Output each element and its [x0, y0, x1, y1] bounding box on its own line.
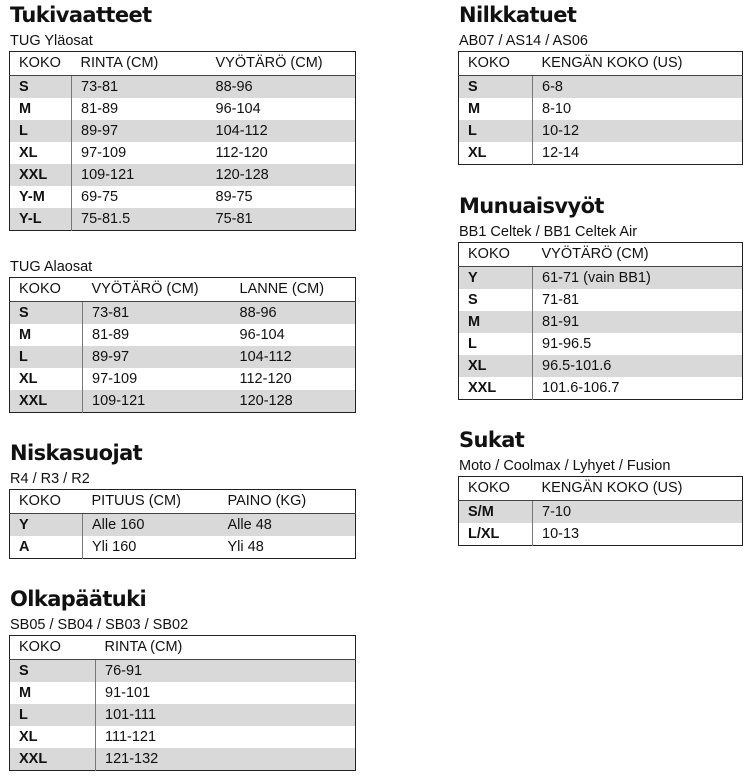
table-row: [10, 120, 356, 142]
measurement-value: 97-109: [81, 145, 127, 161]
header-row: [10, 278, 356, 302]
size-label: L: [10, 704, 96, 726]
column-header-koko: KOKO: [10, 52, 72, 76]
measurement-value: 89-97: [72, 120, 207, 142]
size-label: XL: [10, 142, 72, 164]
size-table-olkapaatuki: [9, 635, 356, 771]
measurement-value: 75-81.5: [72, 208, 207, 231]
table-subtitle: R4 / R3 / R2: [10, 471, 90, 487]
column-header-koko: KOKO: [459, 477, 533, 501]
size-label: S: [10, 302, 83, 325]
measurement-value: 7-10: [533, 501, 743, 524]
section-nilkkatuet: [458, 3, 743, 165]
measurement-value: Yli 160: [92, 539, 137, 555]
table-row: [10, 186, 356, 208]
header-row: [10, 490, 356, 514]
size-label: XXL: [10, 748, 96, 771]
size-label: L: [10, 346, 83, 368]
table-row: [459, 333, 743, 355]
table-row: [10, 324, 356, 346]
measurement-value: 96.5-101.6: [533, 355, 743, 377]
table-row: [459, 76, 743, 99]
measurement-value: 69-75: [81, 189, 119, 205]
size-label: XXL: [459, 377, 533, 400]
table-row: [10, 302, 356, 325]
table-row: [459, 501, 743, 524]
table-row: [459, 289, 743, 311]
measurement-value: Yli 48: [227, 539, 264, 555]
section-olkapaatuki: [9, 587, 356, 771]
measurement-value: 104-112: [231, 346, 356, 368]
measurement-value: Alle 48: [219, 514, 356, 537]
size-table-nilkkatuet: [458, 51, 743, 165]
size-label: M: [10, 324, 83, 346]
size-label: XL: [459, 142, 533, 165]
measurement-value: 112-120: [215, 145, 268, 161]
table-row: [10, 704, 356, 726]
size-label: XXL: [10, 390, 83, 413]
size-label: M: [459, 311, 533, 333]
size-label: XXL: [10, 164, 72, 186]
size-label: S: [10, 660, 96, 683]
header-row: [10, 52, 356, 76]
section-tukivaatteet: [10, 3, 152, 27]
measurement-value: 81-89: [81, 101, 119, 117]
table-row: [459, 523, 743, 546]
measurement-value: 73-81: [72, 76, 207, 99]
size-table-munuaisvyot: [458, 242, 743, 400]
table-row: [459, 142, 743, 165]
size-label: S/M: [459, 501, 533, 524]
table-row: [10, 368, 356, 390]
section-title: Olkapäätuki: [10, 587, 147, 611]
column-header: RINTA (CM): [72, 52, 207, 76]
table-row: [459, 311, 743, 333]
measurement-value: 109-121: [83, 390, 231, 413]
size-label: XL: [459, 355, 533, 377]
size-table-sukat: [458, 476, 743, 546]
header-row: [459, 477, 743, 501]
column-header: KENGÄN KOKO (US): [533, 477, 743, 501]
column-header-koko: KOKO: [10, 636, 96, 660]
section-title: Munuaisvyöt: [459, 194, 604, 218]
table-subtitle: TUG Yläosat: [10, 33, 93, 49]
measurement-value: 8-10: [542, 101, 572, 117]
column-header: LANNE (CM): [231, 278, 356, 302]
table-row: [10, 660, 356, 683]
column-header-koko: KOKO: [459, 243, 533, 267]
size-label: XL: [10, 368, 83, 390]
measurement-value: 96-104: [215, 101, 261, 117]
size-table-tug-alaosat: [9, 277, 356, 413]
measurement-value: 101.6-106.7: [542, 380, 620, 396]
measurement-value: 71-81: [542, 292, 580, 308]
measurement-value: 91-101: [105, 685, 151, 701]
measurement-value: 6-8: [533, 76, 743, 99]
table-subtitle: AB07 / AS14 / AS06: [459, 33, 588, 49]
measurement-value: 88-96: [207, 76, 356, 99]
column-header-koko: KOKO: [459, 52, 533, 76]
table-row: [10, 164, 356, 186]
measurement-value: 76-91: [96, 660, 356, 683]
size-label: Y-M: [10, 186, 72, 208]
size-label: M: [459, 98, 533, 120]
size-label: M: [10, 682, 96, 704]
measurement-value: 12-14: [542, 145, 580, 161]
size-table-niskasuojat: [9, 489, 356, 559]
header-row: [459, 243, 743, 267]
size-label: L: [459, 120, 533, 142]
measurement-value: 120-128: [231, 390, 356, 413]
measurement-value: 75-81: [207, 208, 356, 231]
size-label: Y: [10, 514, 83, 537]
measurement-value: 89-75: [215, 189, 253, 205]
section-title: Sukat: [459, 428, 525, 452]
column-header: RINTA (CM): [96, 636, 356, 660]
table-row: [10, 98, 356, 120]
section-title: Nilkkatuet: [459, 3, 577, 27]
measurement-value: 104-112: [207, 120, 356, 142]
size-label: A: [10, 536, 83, 559]
size-label: L: [459, 333, 533, 355]
table-subtitle: BB1 Celtek / BB1 Celtek Air: [459, 224, 638, 240]
table-row: [459, 377, 743, 400]
table-row: [459, 355, 743, 377]
measurement-value: 109-121: [72, 164, 207, 186]
measurement-value: 73-81: [83, 302, 231, 325]
table-row: [10, 346, 356, 368]
size-label: XL: [10, 726, 96, 748]
measurement-value: 96-104: [239, 327, 285, 343]
measurement-value: 111-121: [105, 729, 157, 745]
measurement-value: 120-128: [207, 164, 356, 186]
measurement-value: 97-109: [92, 371, 138, 387]
section-niskasuojat: [9, 441, 356, 559]
table-row: [10, 748, 356, 771]
size-label: S: [459, 76, 533, 99]
table-row: [10, 76, 356, 99]
column-header-koko: KOKO: [10, 278, 83, 302]
column-header: VYÖTÄRÖ (CM): [83, 278, 231, 302]
table-row: [10, 682, 356, 704]
measurement-value: 121-132: [96, 748, 356, 771]
section-title: Niskasuojat: [10, 441, 143, 465]
table-row: [10, 514, 356, 537]
section-munuaisvyot: [458, 194, 743, 400]
size-label: M: [10, 98, 72, 120]
measurement-value: 61-71 (vain BB1): [533, 267, 743, 290]
column-header: PITUUS (CM): [83, 490, 219, 514]
table-row: [459, 98, 743, 120]
measurement-value: 10-13: [542, 526, 580, 542]
size-table-tug-ylaosat: [9, 51, 356, 231]
size-label: S: [10, 76, 72, 99]
table-block-tug-alaosat: [9, 259, 356, 413]
measurement-value: 91-96.5: [542, 336, 592, 352]
table-row: [10, 536, 356, 559]
measurement-value: 112-120: [239, 371, 292, 387]
column-header: KENGÄN KOKO (US): [533, 52, 743, 76]
measurement-value: 101-111: [96, 704, 356, 726]
table-row: [459, 267, 743, 290]
column-header: VYÖTÄRÖ (CM): [533, 243, 743, 267]
measurement-value: 89-97: [83, 346, 231, 368]
table-subtitle: TUG Alaosat: [10, 259, 93, 275]
column-header: PAINO (KG): [219, 490, 356, 514]
table-block-tug-ylaosat: [9, 33, 356, 231]
header-row: [10, 636, 356, 660]
table-subtitle: SB05 / SB04 / SB03 / SB02: [10, 617, 189, 633]
header-row: [459, 52, 743, 76]
table-row: [10, 142, 356, 164]
section-sukat: [458, 428, 743, 546]
measurement-value: 81-91: [533, 311, 743, 333]
table-row: [459, 120, 743, 142]
measurement-value: Alle 160: [83, 514, 219, 537]
section-title: Tukivaatteet: [10, 3, 152, 27]
table-row: [10, 208, 356, 231]
size-label: L: [10, 120, 72, 142]
size-label: L/XL: [459, 523, 533, 546]
column-header: VYÖTÄRÖ (CM): [207, 52, 356, 76]
table-row: [10, 390, 356, 413]
measurement-value: 88-96: [231, 302, 356, 325]
size-label: Y-L: [10, 208, 72, 231]
size-label: S: [459, 289, 533, 311]
table-row: [10, 726, 356, 748]
table-subtitle: Moto / Coolmax / Lyhyet / Fusion: [459, 458, 671, 474]
size-label: Y: [459, 267, 533, 290]
measurement-value: 81-89: [92, 327, 130, 343]
column-header-koko: KOKO: [10, 490, 83, 514]
measurement-value: 10-12: [533, 120, 743, 142]
